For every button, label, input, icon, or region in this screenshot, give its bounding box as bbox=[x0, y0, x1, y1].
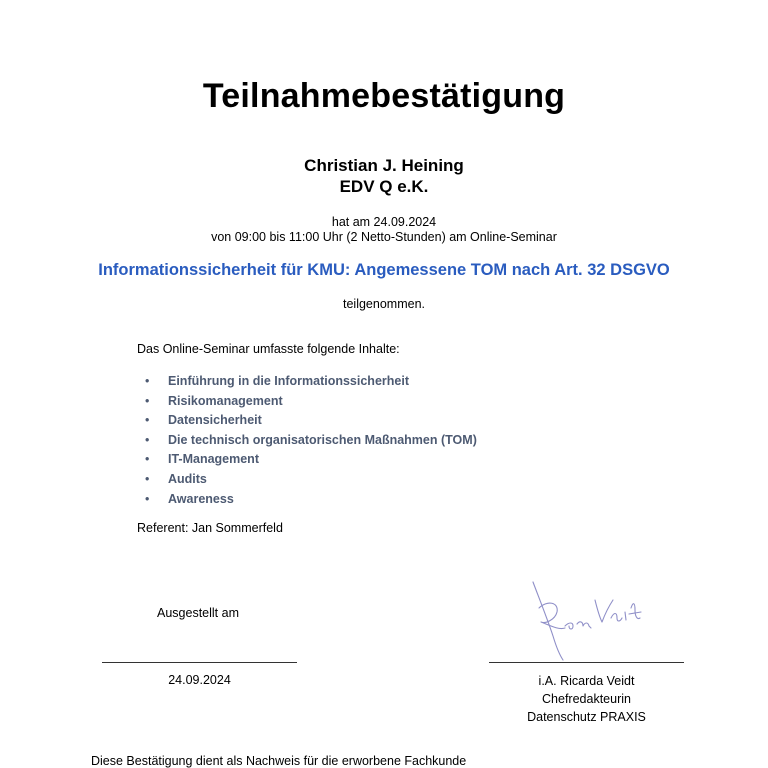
bullet-icon: • bbox=[145, 432, 150, 447]
signer-block bbox=[489, 672, 684, 726]
issued-label: Ausgestellt am bbox=[157, 606, 239, 620]
list-item bbox=[145, 471, 477, 491]
list-item-label: Datensicherheit bbox=[168, 413, 262, 428]
list-item bbox=[145, 432, 477, 452]
participated-text: teilgenommen. bbox=[343, 297, 425, 311]
contents-list bbox=[145, 373, 477, 510]
issued-date: 24.09.2024 bbox=[168, 673, 231, 687]
seminar-title: Informationssicherheit für KMU: Angemessene TOM nach Art. 32 DSGVO bbox=[98, 261, 670, 279]
list-item bbox=[145, 393, 477, 413]
speaker-line: Referent: Jan Sommerfeld bbox=[137, 521, 283, 535]
signature-icon bbox=[525, 578, 655, 662]
participant-company: EDV Q e.K. bbox=[339, 177, 429, 196]
bullet-icon: • bbox=[145, 393, 150, 408]
date-underline bbox=[102, 662, 297, 663]
list-item-label: IT-Management bbox=[168, 452, 259, 467]
list-item-label: Risikomanagement bbox=[168, 393, 283, 408]
bullet-icon: • bbox=[145, 452, 150, 467]
list-item-label: Die technisch organisatorischen Maßnahmen (TOM) bbox=[168, 432, 477, 447]
participant-name: Christian J. Heining bbox=[304, 156, 464, 175]
list-item bbox=[145, 451, 477, 471]
signer-publication: Datenschutz PRAXIS bbox=[527, 710, 646, 724]
footer-note: Diese Bestätigung dient als Nachweis für die erworbene Fachkunde bbox=[91, 754, 467, 768]
list-item bbox=[145, 412, 477, 432]
list-item-label: Awareness bbox=[168, 491, 234, 506]
list-item bbox=[145, 373, 477, 393]
list-item bbox=[145, 491, 477, 511]
attended-date-line: hat am 24.09.2024 bbox=[331, 215, 437, 229]
contents-intro: Das Online-Seminar umfasste folgende Inhalte: bbox=[137, 342, 400, 356]
bullet-icon: • bbox=[145, 471, 150, 486]
signature-underline bbox=[489, 662, 684, 663]
signer-name: i.A. Ricarda Veidt bbox=[538, 674, 635, 688]
attended-time-line: von 09:00 bis 11:00 Uhr (2 Netto-Stunden) am Online-Seminar bbox=[211, 230, 557, 244]
list-item-label: Einführung in die Informationssicherheit bbox=[168, 374, 409, 388]
certificate-title: Teilnahmebestätigung bbox=[202, 77, 566, 115]
bullet-icon: • bbox=[145, 374, 150, 388]
bullet-icon: • bbox=[145, 413, 150, 428]
list-item-label: Audits bbox=[168, 471, 207, 486]
signer-role: Chefredakteurin bbox=[542, 692, 631, 706]
bullet-icon: • bbox=[145, 491, 150, 506]
